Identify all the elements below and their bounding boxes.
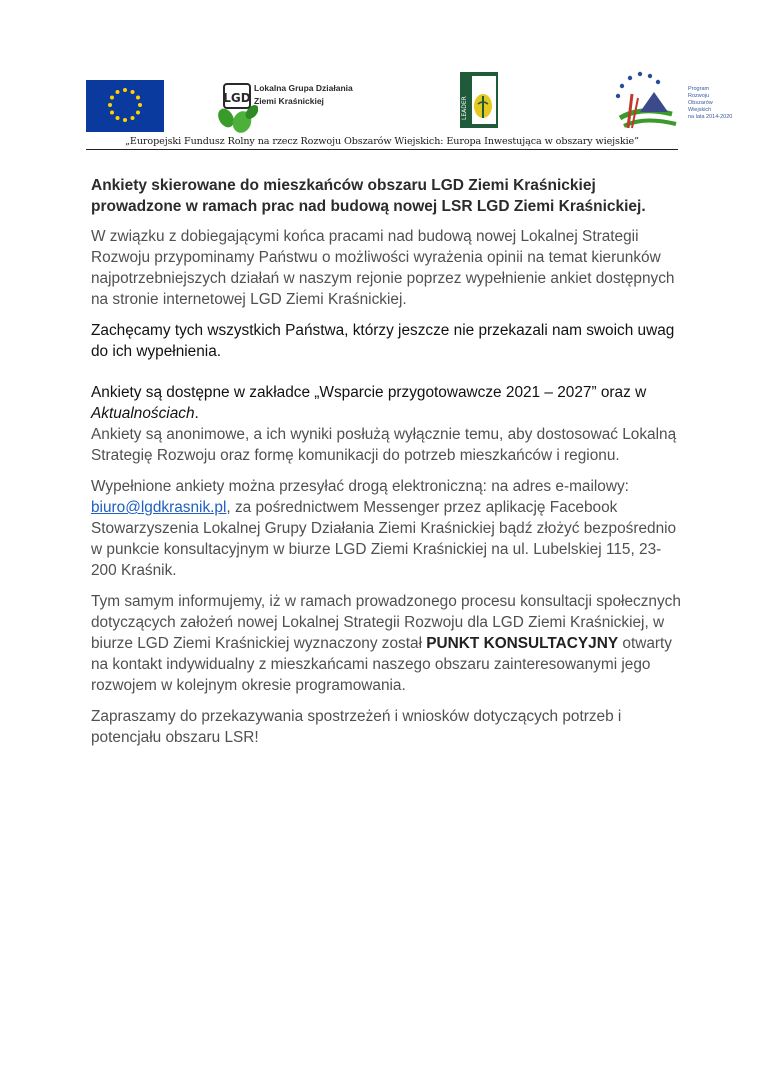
paragraph-invitation: Zapraszamy do przekazywania spostrzeżeń i wniosków dotyczących potrzeb i potencjału obszaru LSR!	[91, 708, 622, 746]
eu-flag-logo	[86, 80, 164, 132]
aktualnosci-text: Aktualnościach	[91, 405, 195, 422]
prow-logo-text: Program Rozwoju Obszarów Wiejskich na lata 2014-2020	[688, 86, 733, 120]
lgd-logo	[218, 74, 403, 134]
leader-label: LEADER	[461, 96, 468, 120]
article-title: Ankiety skierowane do mieszkańców obszaru LGD Ziemi Kraśnickiej prowadzone w ramach prac nad budową nowej LSR LGD Ziemi Kraśnickiej.	[91, 177, 646, 215]
paragraph-intro: W związku z dobiegającymi końca pracami nad budową nowej Lokalnej Strategii Rozwoju przypominamy Państwu o możliwości wyrażenia opinii na temat kierunków najpotrzebniejszych działań w naszym rejonie poprzez wypełnienie ankiet dostępnych na stronie internetowej LGD Ziemi Kraśnickiej.	[91, 228, 675, 308]
paragraph-availability: Ankiety są dostępne w zakładce „Wsparcie przygotowawcze 2021 – 2027” oraz w Aktualnościach.	[91, 384, 647, 422]
leader-logo	[460, 72, 498, 128]
paragraph-consultation-point: Tym samym informujemy, iż w ramach prowadzonego procesu konsultacji społecznych dotyczących założeń nowej Lokalnej Strategii Rozwoju dla LGD Ziemi Kraśnickiej, w biurze LGD Ziemi Kraśnickiej wyznaczony został PUNKT KONSULTACYJNY otwarty na kontakt indywidualny z mieszkańcami naszego obszaru zainteresowanymi jego rozwojem w kolejnym okresie programowania.	[91, 593, 681, 694]
header-divider	[86, 149, 678, 150]
logo-bar	[86, 68, 733, 134]
consultation-point-label: PUNKT KONSULTACYJNY	[426, 635, 619, 652]
prow-logo	[610, 68, 733, 132]
email-link[interactable]: biuro@lgdkrasnik.pl	[91, 499, 227, 516]
paragraph-encouragement: Zachęcamy tych wszystkich Państwa, którzy jeszcze nie przekazali nam swoich uwag do ich wypełnienia.	[91, 322, 675, 360]
paragraph-submission: Wypełnione ankiety można przesyłać drogą elektroniczną: na adres e-mailowy: biuro@lgdkrasnik.pl, za pośrednictwem Messenger przez aplikację Facebook Stowarzyszenia Lokalnej Grupy Działania Ziemi Kraśnickiej bądź złożyć bezpośrednio w punkcie konsultacyjnym w biurze LGD Ziemi Kraśnickiej na ul. Lubelskiej 115, 23-200 Kraśnik.	[91, 478, 677, 579]
paragraph-anonymity: Ankiety są anonimowe, a ich wyniki posłużą wyłącznie temu, aby dostosować Lokalną Strategię Rozwoju oraz formę komunikacji do potrzeb mieszkańców i regionu.	[91, 426, 677, 464]
program-motto: „Europejski Fundusz Rolny na rzecz Rozwoju Obszarów Wiejskich: Europa Inwestująca w obszary wiejskie”	[125, 136, 639, 147]
article	[91, 176, 681, 748]
lgd-logo-text: Lokalna Grupa Działania Ziemi Kraśnickiej	[254, 83, 353, 106]
lgd-logo-initials: LGD	[223, 91, 251, 105]
